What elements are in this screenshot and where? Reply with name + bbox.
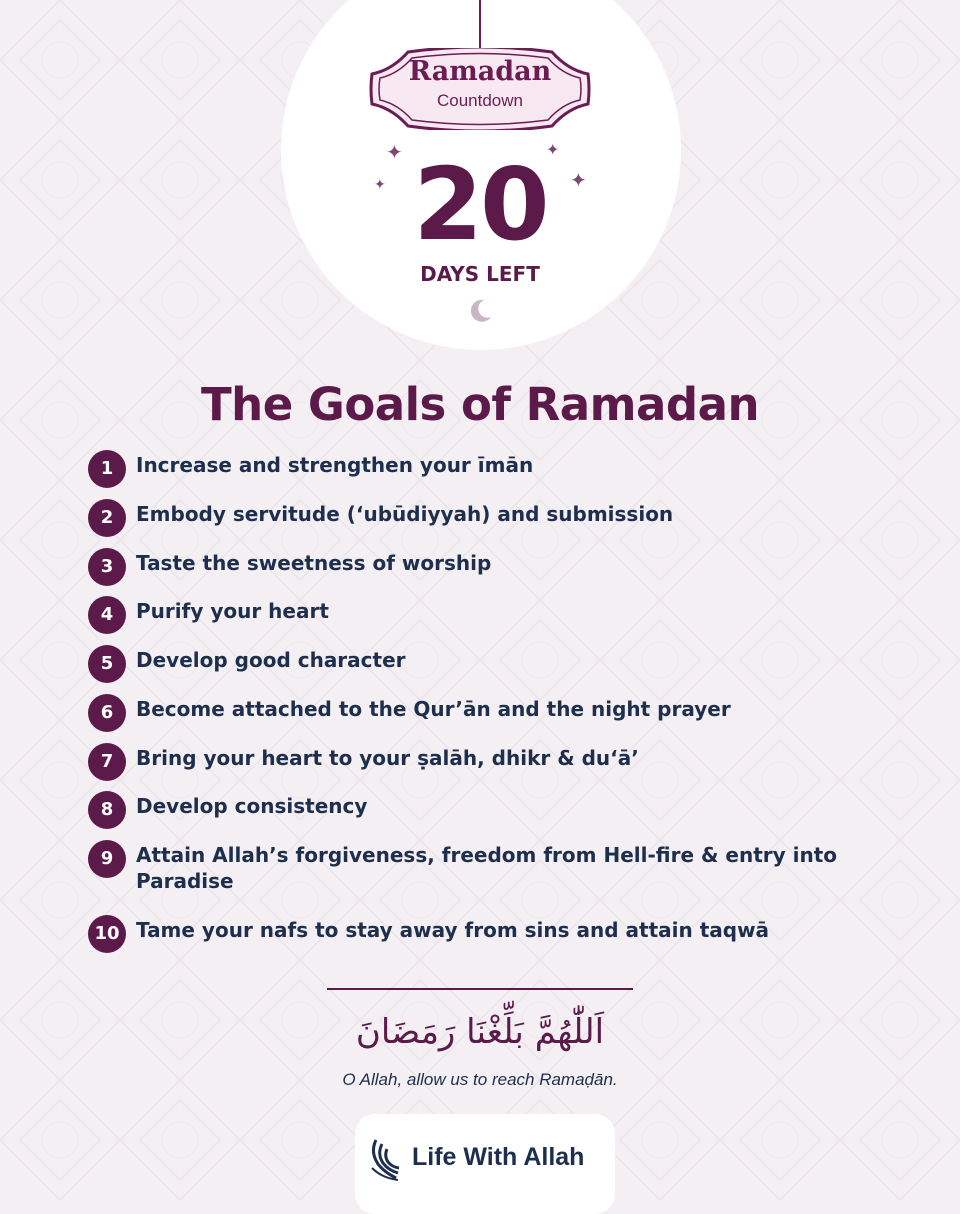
goal-text: Tame your nafs to stay away from sins and attain taqwā — [136, 918, 770, 942]
list-item — [88, 598, 329, 624]
goal-text: Embody servitude (‘ubūdiyyah) and submission — [136, 502, 674, 526]
goal-text: Purify your heart — [136, 599, 329, 623]
sparkle-star-icon: ✦ — [546, 140, 560, 159]
days-left-label: DAYS LEFT — [420, 262, 540, 286]
goal-text: Bring your heart to your ṣalāh, dhikr & du‘ā’ — [136, 746, 639, 770]
days-remaining-number: 20 — [413, 146, 547, 263]
goal-number-badge: 9 — [88, 840, 126, 878]
brand-name: Life With Allah — [412, 1143, 585, 1171]
page-title: The Goals of Ramadan — [200, 378, 760, 431]
dua-translation: O Allah, allow us to reach Ramaḍān. — [342, 1070, 618, 1089]
list-item — [88, 842, 856, 894]
goal-text: Attain Allah’s forgiveness, freedom from Hell-fire & entry into Paradise — [136, 843, 838, 893]
sign-subtitle: Countdown — [436, 91, 523, 110]
goal-text: Develop consistency — [136, 794, 368, 818]
list-item — [88, 647, 406, 673]
list-item — [88, 793, 367, 819]
sparkle-star-icon: ✦ — [374, 177, 386, 193]
goal-number-badge: 2 — [88, 499, 126, 537]
list-item — [88, 550, 491, 576]
goal-text: Become attached to the Qur’ān and the night prayer — [136, 697, 731, 721]
goal-number-badge: 4 — [88, 596, 126, 634]
goal-number-badge: 1 — [88, 450, 126, 488]
goal-text: Increase and strengthen your īmān — [136, 453, 534, 477]
crescent-moon-icon — [466, 297, 494, 325]
goal-number-badge: 6 — [88, 694, 126, 732]
list-item — [88, 917, 769, 943]
goal-text: Taste the sweetness of worship — [136, 551, 492, 575]
list-item — [88, 501, 673, 527]
divider — [327, 988, 633, 990]
sparkle-star-icon: ✦ — [570, 168, 587, 192]
goal-number-badge: 10 — [88, 915, 126, 953]
list-item — [88, 745, 639, 771]
list-item — [88, 696, 731, 722]
goal-number-badge: 3 — [88, 548, 126, 586]
sparkle-star-icon: ✦ — [386, 140, 403, 164]
goal-number-badge: 5 — [88, 645, 126, 683]
goal-number-badge: 7 — [88, 743, 126, 781]
sign-title: Ramadan — [408, 56, 552, 87]
life-with-allah-logo-icon — [368, 1138, 402, 1182]
goal-number-badge: 8 — [88, 791, 126, 829]
list-item — [88, 452, 533, 478]
goal-text: Develop good character — [136, 648, 406, 672]
arabic-dua: اَللّٰهُمَّ بَلِّغْنَا رَمَضَانَ — [355, 1012, 605, 1052]
